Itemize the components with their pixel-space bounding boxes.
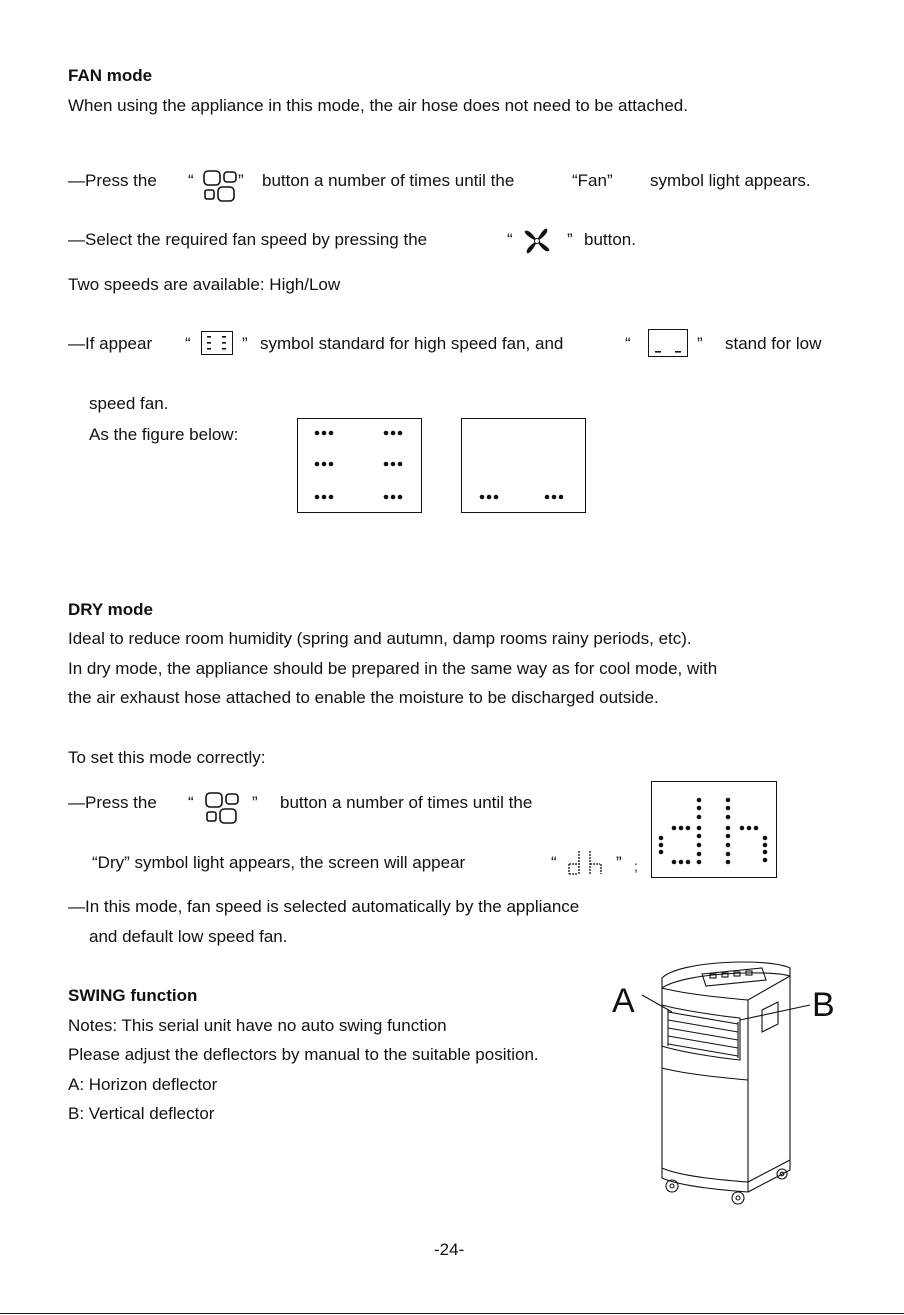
dry-line-3: the air exhaust hose attached to enable the moisture to be discharged outside. bbox=[68, 688, 659, 707]
dry-mode-heading: DRY mode bbox=[68, 600, 154, 619]
fan-appear-text: —If appear bbox=[68, 334, 153, 353]
fan-speed-icon bbox=[522, 226, 552, 256]
fan-appear-cont: speed fan. bbox=[89, 394, 169, 413]
fan-speeds-text: Two speeds are available: High/Low bbox=[68, 275, 341, 294]
dh-small-symbol-icon bbox=[565, 850, 611, 876]
deflector-a-callout: A bbox=[612, 982, 635, 1020]
dry-auto-line-1: —In this mode, fan speed is selected automatically by the appliance bbox=[68, 897, 580, 916]
fan-mode-heading: FAN mode bbox=[68, 66, 153, 85]
dry-press-post: button a number of times until the bbox=[280, 793, 533, 812]
bottom-rule bbox=[0, 1313, 904, 1314]
high-speed-display bbox=[297, 418, 422, 513]
fan-press-post: symbol light appears. bbox=[650, 171, 811, 190]
swing-heading: SWING function bbox=[68, 986, 198, 1005]
fan-word: “Fan” bbox=[572, 171, 613, 190]
swing-note: Notes: This serial unit have no auto swing function bbox=[68, 1016, 447, 1035]
fan-appear-post: stand for low bbox=[725, 334, 822, 353]
mode-button-icon bbox=[203, 170, 239, 202]
fan-mode-intro: When using the appliance in this mode, the air hose does not need to be attached. bbox=[68, 96, 688, 115]
dry-line-2: In dry mode, the appliance should be prepared in the same way as for cool mode, with bbox=[68, 659, 718, 678]
high-speed-symbol-icon bbox=[201, 331, 233, 355]
swing-b-label: B: Vertical deflector bbox=[68, 1104, 215, 1123]
deflector-b-callout: B bbox=[812, 986, 835, 1024]
dry-auto-line-2: and default low speed fan. bbox=[89, 927, 288, 946]
fan-appear-mid: symbol standard for high speed fan, and bbox=[260, 334, 564, 353]
dry-press-text: —Press the bbox=[68, 793, 157, 812]
page-number: -24- bbox=[434, 1240, 465, 1259]
dry-mode-button-icon bbox=[205, 792, 241, 824]
swing-a-label: A: Horizon deflector bbox=[68, 1075, 218, 1094]
fan-press-text: —Press the bbox=[68, 171, 157, 190]
fan-press-mid: button a number of times until the bbox=[262, 171, 515, 190]
dry-symbol-line: “Dry” symbol light appears, the screen will appear bbox=[92, 853, 466, 872]
dh-display bbox=[651, 781, 777, 878]
fan-select-post: button. bbox=[584, 230, 636, 249]
fan-select-text: —Select the required fan speed by pressing the bbox=[68, 230, 428, 249]
dry-set-correct: To set this mode correctly: bbox=[68, 748, 266, 767]
swing-adjust: Please adjust the deflectors by manual to the suitable position. bbox=[68, 1045, 539, 1064]
low-speed-display bbox=[461, 418, 586, 513]
air-conditioner-illustration bbox=[640, 950, 820, 1210]
fan-figure-label: As the figure below: bbox=[89, 425, 239, 444]
dry-line-1: Ideal to reduce room humidity (spring and autumn, damp rooms rainy periods, etc). bbox=[68, 629, 692, 648]
low-speed-symbol-icon bbox=[648, 329, 688, 357]
